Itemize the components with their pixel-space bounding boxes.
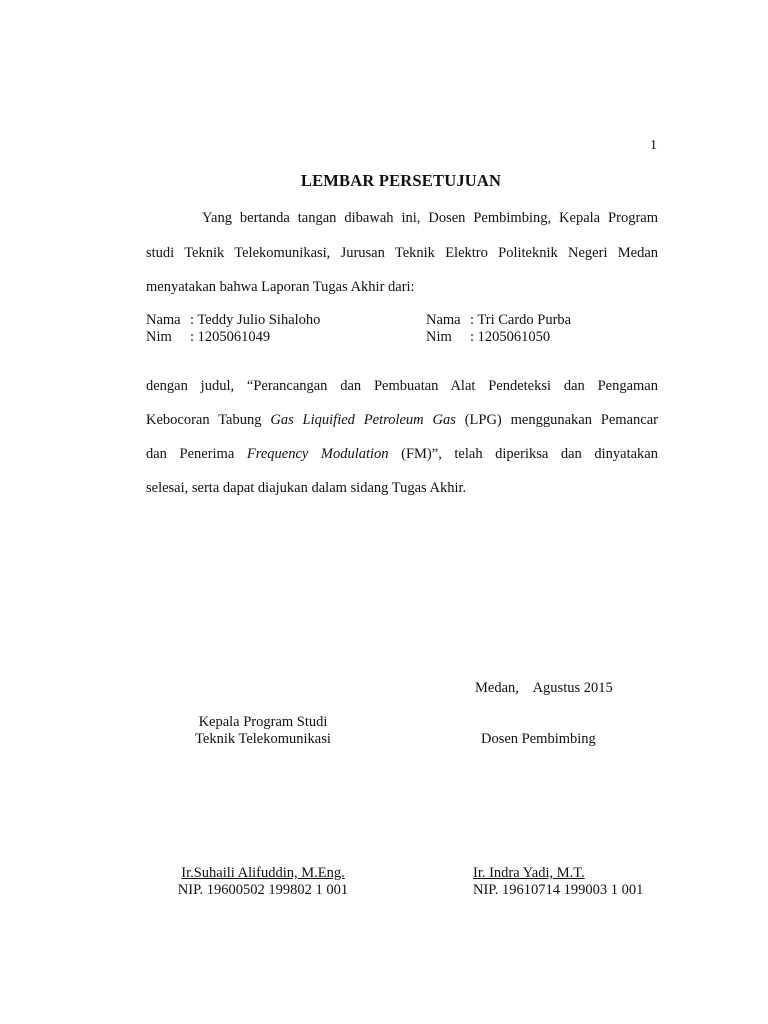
intro-line-1: Yang bertanda tangan dibawah ini, Dosen Pembimbing, Kepala Program bbox=[202, 210, 658, 226]
student-1-nim-row bbox=[146, 328, 270, 346]
body-line-2 bbox=[146, 410, 658, 430]
student-2-name-label: Nama bbox=[426, 312, 461, 328]
left-signatory-role bbox=[152, 714, 374, 748]
student-1-nim-value: : 1205061049 bbox=[190, 329, 271, 345]
right-signatory bbox=[473, 865, 643, 899]
right-signatory-nip: NIP. 19610714 199003 1 001 bbox=[473, 882, 644, 898]
left-signatory-nip: NIP. 19600502 199802 1 001 bbox=[177, 882, 349, 898]
student-1-name-value: : Teddy Julio Sihaloho bbox=[190, 312, 321, 328]
student-2-nim-row bbox=[426, 328, 550, 346]
student-1-nim-label: Nim bbox=[146, 329, 172, 345]
student-1-name-label: Nama bbox=[146, 312, 181, 328]
page-number: 1 bbox=[650, 138, 657, 153]
body-line-3 bbox=[146, 444, 658, 464]
right-signatory-name: Ir. Indra Yadi, M.T. bbox=[473, 865, 585, 881]
left-role-line-2: Teknik Telekomunikasi bbox=[195, 731, 331, 747]
body-line-4: selesai, serta dapat diajukan dalam sidang Tugas Akhir. bbox=[146, 480, 467, 496]
body-line-2-italic: Gas Liquified Petroleum Gas bbox=[270, 412, 456, 428]
body-line-3-c: (FM)”, telah diperiksa dan dinyatakan bbox=[388, 446, 658, 462]
intro-line-3: menyatakan bahwa Laporan Tugas Akhir dari: bbox=[146, 279, 415, 295]
student-2-name-value: : Tri Cardo Purba bbox=[470, 312, 572, 328]
left-signatory bbox=[152, 865, 374, 899]
body-line-3-a: dan Penerima bbox=[146, 446, 247, 462]
place-date: Medan, Agustus 2015 bbox=[475, 680, 613, 696]
body-line-2-c: (LPG) menggunakan Pemancar bbox=[455, 412, 658, 428]
body-line-2-a: Kebocoran Tabung bbox=[146, 412, 271, 428]
left-signatory-name: Ir.Suhaili Alifuddin, M.Eng. bbox=[181, 865, 345, 881]
student-1-name-row bbox=[146, 311, 320, 329]
document-title: LEMBAR PERSETUJUAN bbox=[300, 171, 502, 190]
left-role-line-1: Kepala Program Studi bbox=[198, 714, 328, 730]
body-line-1: dengan judul, “Perancangan dan Pembuatan Alat Pendeteksi dan Pengaman bbox=[146, 378, 658, 394]
student-2-name-row bbox=[426, 311, 571, 329]
student-2-nim-label: Nim bbox=[426, 329, 452, 345]
body-line-3-italic: Frequency Modulation bbox=[246, 446, 389, 462]
student-2-nim-value: : 1205061050 bbox=[470, 329, 551, 345]
intro-line-2: studi Teknik Telekomunikasi, Jurusan Teknik Elektro Politeknik Negeri Medan bbox=[146, 245, 658, 261]
right-signatory-role: Dosen Pembimbing bbox=[481, 731, 596, 747]
